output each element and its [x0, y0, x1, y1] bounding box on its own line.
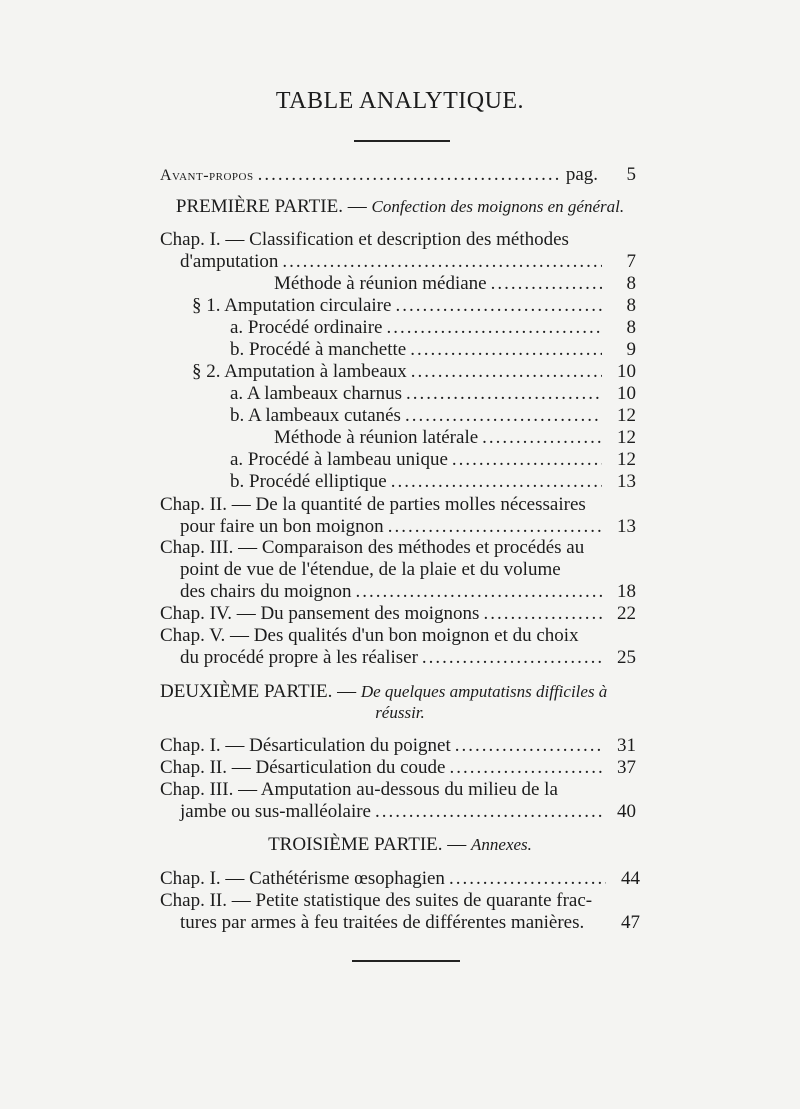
page-number: 25	[617, 647, 636, 668]
toc-entry[interactable]	[160, 757, 636, 779]
toc-entry-label: b. A lambeaux cutanés	[230, 405, 401, 426]
page-number: 8	[626, 295, 636, 316]
toc-entry[interactable]: Chap. I. — Classification et description des méthodes	[160, 229, 569, 250]
page-number: 47	[621, 912, 640, 933]
leader-dots	[405, 405, 602, 427]
page-number: 40	[617, 801, 636, 822]
page-number: 37	[617, 757, 636, 778]
toc-entry[interactable]	[230, 405, 636, 427]
part-label: TROISIÈME PARTIE.	[268, 834, 443, 855]
toc-entry[interactable]	[230, 471, 636, 493]
pag-label: pag.	[565, 164, 598, 185]
leader-dots	[449, 868, 606, 890]
page-number: 12	[617, 449, 636, 470]
toc-entry-label: pour faire un bon moignon	[180, 516, 384, 537]
toc-entry-label: d'amputation	[180, 251, 279, 272]
toc-entry-label: § 1. Amputation circulaire	[192, 295, 392, 316]
leader-dots	[455, 735, 602, 757]
toc-entry[interactable]: point de vue de l'étendue, de la plaie et du volume	[180, 559, 561, 580]
page-number: 44	[621, 868, 640, 889]
toc-entry[interactable]	[192, 295, 636, 317]
toc-entry[interactable]	[180, 251, 636, 273]
leader-dots	[410, 339, 602, 361]
leader-dots	[491, 273, 602, 295]
toc-entry-label: b. Procédé elliptique	[230, 471, 387, 492]
leader-dots	[391, 471, 602, 493]
page-number: 18	[617, 581, 636, 602]
part-subtitle-continued	[0, 702, 800, 724]
toc-entry-label: a. A lambeaux charnus	[230, 383, 403, 404]
toc-entry-label: § 2. Amputation à lambeaux	[192, 361, 407, 382]
toc-entry[interactable]	[230, 383, 636, 405]
toc-entry-label: Chap. I. — Cathétérisme œsophagien	[160, 868, 445, 889]
part-label: DEUXIÈME PARTIE.	[160, 681, 333, 702]
toc-entry-label: a. Procédé à lambeau unique	[230, 449, 448, 470]
toc-entry[interactable]: Chap. III. — Amputation au-dessous du milieu de la	[160, 779, 558, 800]
page-number: 7	[626, 251, 636, 272]
part-dash: —	[447, 834, 467, 855]
page-number: 31	[617, 735, 636, 756]
toc-entry-label: jambe ou sus-malléolaire	[180, 801, 371, 822]
part-heading-3	[0, 834, 800, 856]
toc-entry[interactable]	[274, 427, 636, 449]
leader-dots	[375, 801, 602, 823]
leader-dots	[452, 449, 602, 471]
part-subtitle: Annexes.	[471, 835, 532, 854]
leader-dots	[406, 383, 602, 405]
part-subtitle: Confection des moignons en général.	[371, 197, 625, 216]
page-number: 13	[617, 516, 636, 537]
toc-entry[interactable]	[180, 581, 636, 603]
leader-dots	[258, 164, 562, 186]
part-subtitle: De quelques amputatisns difficiles à	[360, 682, 608, 701]
toc-entry[interactable]	[180, 912, 640, 934]
toc-entry[interactable]: Chap. V. — Des qualités d'un bon moignon et du choix	[160, 625, 579, 646]
leader-dots	[411, 361, 602, 383]
page-number: 8	[626, 317, 636, 338]
page-number: 8	[626, 273, 636, 294]
leader-dots	[386, 317, 602, 339]
toc-entry-label: tures par armes à feu traitées de différentes manières.	[180, 912, 585, 933]
toc-entry[interactable]	[230, 317, 636, 339]
toc-entry[interactable]	[160, 868, 640, 890]
toc-entry[interactable]	[160, 735, 636, 757]
toc-entry-label: des chairs du moignon	[180, 581, 352, 602]
part-dash: —	[347, 196, 367, 217]
leader-dots	[449, 757, 602, 779]
toc-entry[interactable]	[230, 449, 636, 471]
leader-dots	[388, 516, 602, 538]
toc-entry-label: Méthode à réunion médiane	[274, 273, 487, 294]
toc-entry-label: b. Procédé à manchette	[230, 339, 407, 360]
toc-entry[interactable]	[180, 516, 636, 538]
leader-dots	[356, 581, 602, 603]
page-number: 13	[617, 471, 636, 492]
part-subtitle-2: réussir.	[375, 703, 425, 722]
page-number: 22	[617, 603, 636, 624]
toc-entry[interactable]: Chap. III. — Comparaison des méthodes et procédés au	[160, 537, 585, 558]
page-number: 5	[626, 164, 636, 185]
toc-entry-avant-propos[interactable]	[160, 164, 636, 187]
closing-rule	[352, 960, 460, 962]
page-title: TABLE ANALYTIQUE.	[275, 88, 525, 114]
toc-entry-label: Chap. II. — Désarticulation du coude	[160, 757, 446, 778]
toc-entry-label: Avant-propos	[160, 167, 254, 184]
toc-entry[interactable]	[180, 801, 636, 823]
toc-entry-label: du procédé propre à les réaliser	[180, 647, 418, 668]
toc-entry-label: Méthode à réunion latérale	[274, 427, 479, 448]
leader-dots	[395, 295, 602, 317]
toc-entry[interactable]: Chap. II. — De la quantité de parties molles nécessaires	[160, 494, 586, 515]
toc-entry[interactable]	[192, 361, 636, 383]
toc-entry-label: Chap. I. — Désarticulation du poignet	[160, 735, 451, 756]
leader-dots	[482, 427, 602, 449]
leader-dots	[282, 251, 602, 273]
leader-dots	[422, 647, 602, 669]
toc-entry[interactable]	[274, 273, 636, 295]
page-number: 10	[617, 383, 636, 404]
page-number: 10	[617, 361, 636, 382]
toc-entry[interactable]: Chap. II. — Petite statistique des suites de quarante frac-	[160, 890, 593, 911]
toc-entry[interactable]	[180, 647, 636, 669]
page-number: 12	[617, 405, 636, 426]
toc-entry[interactable]	[230, 339, 636, 361]
part-heading-1	[0, 196, 800, 218]
page-number: 12	[617, 427, 636, 448]
part-label: PREMIÈRE PARTIE.	[175, 196, 343, 217]
toc-entry-label: a. Procédé ordinaire	[230, 317, 383, 338]
page-number: 9	[626, 339, 636, 360]
toc-entry-label: Chap. IV. — Du pansement des moignons	[160, 603, 480, 624]
leader-dots	[483, 603, 602, 625]
part-heading-2	[160, 681, 607, 703]
toc-entry[interactable]	[160, 603, 636, 625]
part-dash: —	[337, 681, 357, 702]
title-rule	[354, 140, 450, 142]
